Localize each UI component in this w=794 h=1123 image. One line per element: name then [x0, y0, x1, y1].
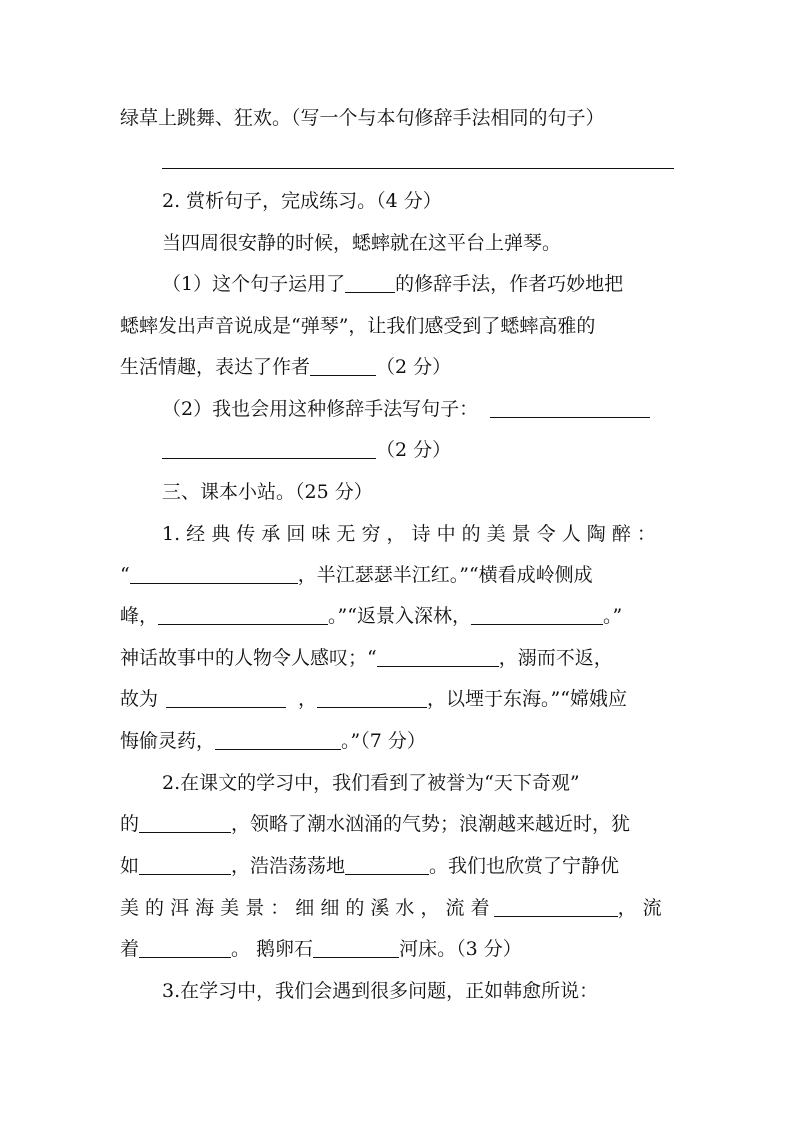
- blank-myth-4[interactable]: [215, 731, 341, 750]
- tide-text-5: ，浩浩荡荡地: [231, 855, 346, 877]
- blank-poem-3[interactable]: [471, 606, 603, 625]
- subquestion-1-line-2: [120, 314, 680, 338]
- blank-tide-3[interactable]: [345, 856, 429, 875]
- subquestion-1-score: （2 分）: [376, 356, 452, 378]
- poem-text-3: 。”“返景入深林，: [328, 605, 471, 627]
- section-3-title: 三、课本小站。（25 分）: [162, 481, 373, 503]
- tide-question-line-3: [120, 854, 680, 878]
- example-sentence: [162, 231, 674, 255]
- subquestion-2-score: （2 分）: [376, 439, 452, 461]
- myth-text-comma: ，: [298, 688, 318, 710]
- quote-open: “: [120, 564, 130, 586]
- blank-own-sentence-b[interactable]: [162, 440, 376, 459]
- subquestion-1-line-3: [120, 355, 680, 379]
- subquestion-1-text-a: （1）这个句子运用了: [162, 273, 346, 295]
- poem-text-1: ，半江瑟瑟半江红。”“横看成岭侧成: [297, 564, 593, 586]
- erhai-text-1: 美 的 洱 海 美 景 ： 细 细 的 溪 水 ， 流 着: [120, 897, 490, 919]
- myth-question-line-3: [120, 729, 680, 753]
- blank-tide-1[interactable]: [139, 814, 231, 833]
- blank-myth-2[interactable]: [166, 689, 286, 708]
- myth-text-6: 。”（7 分）: [341, 730, 426, 752]
- subquestion-1-text-b: 的修辞手法，作者巧妙地把: [395, 273, 624, 295]
- blank-poem-1[interactable]: [130, 565, 298, 584]
- tide-text-2: 的: [120, 813, 140, 835]
- answer-line-1[interactable]: [162, 168, 674, 169]
- tide-text-6: 。我们也欣赏了宁静优: [429, 855, 620, 877]
- tide-question-line-1: [162, 771, 674, 795]
- tide-question-line-2: [120, 812, 680, 836]
- blank-myth-1[interactable]: [377, 648, 499, 667]
- blank-erhai-3[interactable]: [313, 939, 399, 958]
- myth-text-1: 神话故事中的人物令人感叹；“: [120, 647, 377, 669]
- poem-question-line-1: [162, 522, 679, 546]
- myth-text-2: ，溺而不返，: [498, 647, 613, 669]
- blank-tide-2[interactable]: [139, 856, 231, 875]
- poem-text-4: 。”: [602, 605, 623, 627]
- poem-text-2: 峰，: [120, 605, 159, 627]
- subquestion-2-text: （2）我也会用这种修辞手法写句子：: [162, 398, 479, 420]
- myth-text-3: 故为: [120, 688, 159, 710]
- subquestion-1-text-d: 生活情趣，表达了作者: [120, 356, 311, 378]
- myth-text-5: 悔偷灵药，: [120, 730, 216, 752]
- poem-question-line-3: [120, 604, 680, 628]
- blank-erhai-1[interactable]: [494, 898, 618, 917]
- blank-poem-2[interactable]: [158, 606, 328, 625]
- myth-question-line-1: [120, 646, 680, 670]
- text-line-1: [120, 106, 680, 130]
- blank-rhetoric-device[interactable]: [345, 274, 395, 293]
- erhai-text-2: ， 流: [617, 897, 662, 919]
- myth-text-4: ，以堙于东海。”“嫦娥应: [427, 688, 627, 710]
- study-text-1: 3.在学习中，我们会遇到很多问题，正如韩愈所说：: [162, 980, 599, 1002]
- poem-question-line-2: [120, 563, 680, 587]
- poem-question-intro: 1. 经 典 传 承 回 味 无 穷 ， 诗 中 的 美 景 令 人 陶 醉 ：: [162, 523, 656, 545]
- question-2-title: [162, 189, 674, 213]
- tide-text-4: 如: [120, 855, 140, 877]
- example-sentence-text: 当四周很安静的时候，蟋蟀就在这平台上弹琴。: [162, 232, 562, 254]
- rhetoric-prompt: 绿草上跳舞、狂欢。（写一个与本句修辞手法相同的句子）: [120, 107, 605, 129]
- study-question-line-1: [162, 979, 674, 1003]
- erhai-question-line-2: [120, 937, 680, 961]
- subquestion-1-text-c: 蟋蟀发出声音说成是“弹琴”，让我们感受到了蟋蟀高雅的: [120, 315, 596, 337]
- erhai-question-line-1: [120, 896, 680, 920]
- subquestion-2-line-2: [162, 438, 674, 462]
- blank-myth-3[interactable]: [317, 689, 427, 708]
- blank-own-sentence-a[interactable]: [490, 399, 650, 418]
- subquestion-2-line-1: [162, 397, 674, 421]
- tide-text-1: 2.在课文的学习中，我们看到了被誉为“天下奇观”: [162, 772, 580, 794]
- subquestion-1-line-1: [162, 272, 674, 296]
- blank-author-feeling[interactable]: [310, 357, 376, 376]
- erhai-text-5: 河床。（3 分）: [399, 938, 522, 960]
- myth-question-line-2: [120, 687, 680, 711]
- section-3-heading: [162, 480, 674, 504]
- question-2-heading: 2. 赏析句子，完成练习。（4 分）: [162, 190, 442, 212]
- blank-erhai-2[interactable]: [139, 939, 231, 958]
- erhai-text-3: 着: [120, 938, 140, 960]
- tide-text-3: ，领略了潮水汹涌的气势；浪潮越来越近时，犹: [231, 813, 631, 835]
- erhai-text-4: 。 鹅卵石: [231, 938, 314, 960]
